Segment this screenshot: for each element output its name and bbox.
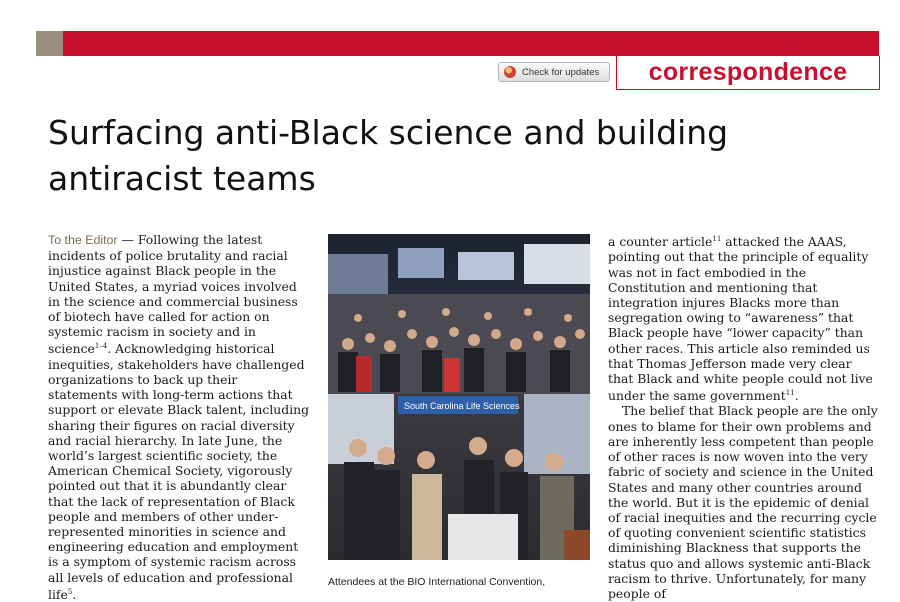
crossmark-icon (504, 66, 516, 78)
body-paragraph (48, 232, 310, 602)
body-text: a counter article (608, 234, 713, 250)
body-paragraph (608, 232, 878, 403)
body-text: . (794, 388, 799, 404)
article-title-line-1: Surfacing anti-Black science and building (48, 113, 729, 152)
body-column-1 (48, 232, 310, 602)
body-text: — Following the latest incidents of police brutality and racial injustice against Black people in the United States, a myriad voices involved in the science and commercial business of biotech have called for action on systemic racism in society and in science (48, 232, 298, 357)
article-title (48, 110, 828, 202)
check-for-updates-label: Check for updates (522, 66, 600, 78)
convention-photo-illustration (328, 234, 590, 560)
reference-superscript[interactable]: 5 (67, 587, 73, 596)
section-label: correspondence (616, 56, 880, 90)
body-text: . (72, 586, 77, 602)
body-paragraph: The belief that Black people are the only ones to blame for their own problems and are inherently less competent than people of other races is now woven into the very fabric of society and science in the United States and many other countries around the world. But it is the epidemic of denial of racial inequities and the recurring cycle of quoting convenient scientific statistics diminishing Blackness that supports the status quo and allows systemic anti-Black racism to thrive. Unfortunately, for many people of (608, 403, 878, 601)
header-bar-red-band (63, 31, 879, 56)
reference-superscript[interactable]: 1–4 (94, 342, 108, 351)
reference-superscript[interactable]: 11 (712, 235, 722, 243)
convention-photo (328, 234, 590, 560)
figure-caption: Attendees at the BIO International Convention, (328, 576, 546, 588)
header-bar-grey-block (36, 31, 63, 56)
header-bar (36, 31, 879, 56)
body-column-3 (608, 232, 878, 601)
reference-superscript[interactable]: 11 (785, 389, 795, 398)
body-text: attacked the AAAS, pointing out that the principle of equality was not in fact embodied in the Constitution and mentioning that integration injures Blacks more than segregation owing to “awareness” that Black people have “lower capacity” than other races. This article also reminded us that Thomas Jefferson made very clear that Black and white people could not live under the same government (608, 234, 873, 404)
article-title-line-2: antiracist teams (48, 159, 316, 198)
check-for-updates-button[interactable] (498, 62, 610, 82)
body-text: . Acknowledging historical inequities, stakeholders have challenged organizations to back up their statements with long-term actions that support or elevate Black talent, including sharing their figures on racial diversity and racial hierarchy. In late June, the world’s largest scientific society, the American Chemical Society, vigorously pointed out that it is abundantly clear that the lack of representation of Black people and members of other under-represented minorities in science and engineering education and employment is a symptom of systemic racism across all levels of education and professional life (48, 341, 310, 602)
letter-lead: To the Editor (48, 233, 118, 247)
photo-banner: South Carolina Life Sciences (404, 401, 520, 411)
